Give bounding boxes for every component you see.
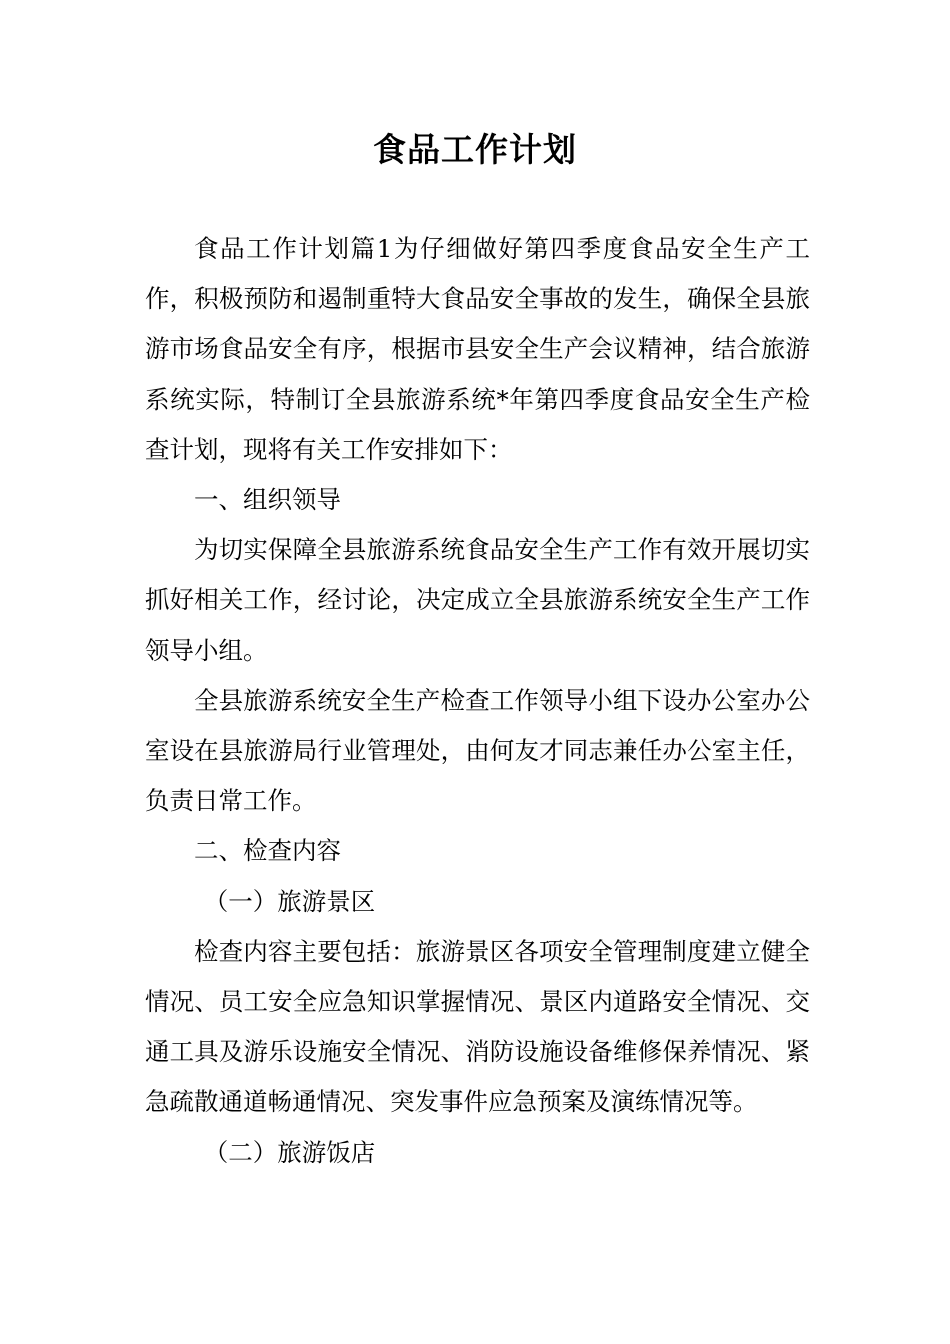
- paragraph-leadership-group: 为切实保障全县旅游系统食品安全生产工作有效开展切实抓好相关工作，经讨论，决定成立全县旅游系统安全生产工作领导小组。: [145, 535, 810, 665]
- document-body: [145, 224, 810, 1178]
- paragraph-intro: 食品工作计划篇1为仔细做好第四季度食品安全生产工作，积极预防和遏制重特大食品安全事故的发生，确保全县旅游市场食品安全有序，根据市县安全生产会议精神，结合旅游系统实际，特制订全县旅游系统*年第四季度食品安全生产检查计划，现将有关工作安排如下：: [145, 234, 810, 464]
- section-heading-organization: 一、组织领导: [194, 485, 341, 515]
- section-heading-inspection-content: 二、检查内容: [194, 836, 341, 866]
- subheading-hotels: （二）旅游饭店: [203, 1137, 376, 1167]
- subheading-scenic-areas: （一）旅游景区: [203, 886, 376, 916]
- paragraph-scenic-inspection: 检查内容主要包括：旅游景区各项安全管理制度建立健全情况、员工安全应急知识掌握情况、景区内道路安全情况、交通工具及游乐设施安全情况、消防设施设备维修保养情况、紧急疏散通道畅通情况、突发事件应急预案及演练情况等。: [145, 936, 810, 1117]
- document-title: 食品工作计划: [373, 130, 577, 169]
- paragraph-office: 全县旅游系统安全生产检查工作领导小组下设办公室办公室设在县旅游局行业管理处，由何友才同志兼任办公室主任，负责日常工作。: [145, 685, 810, 816]
